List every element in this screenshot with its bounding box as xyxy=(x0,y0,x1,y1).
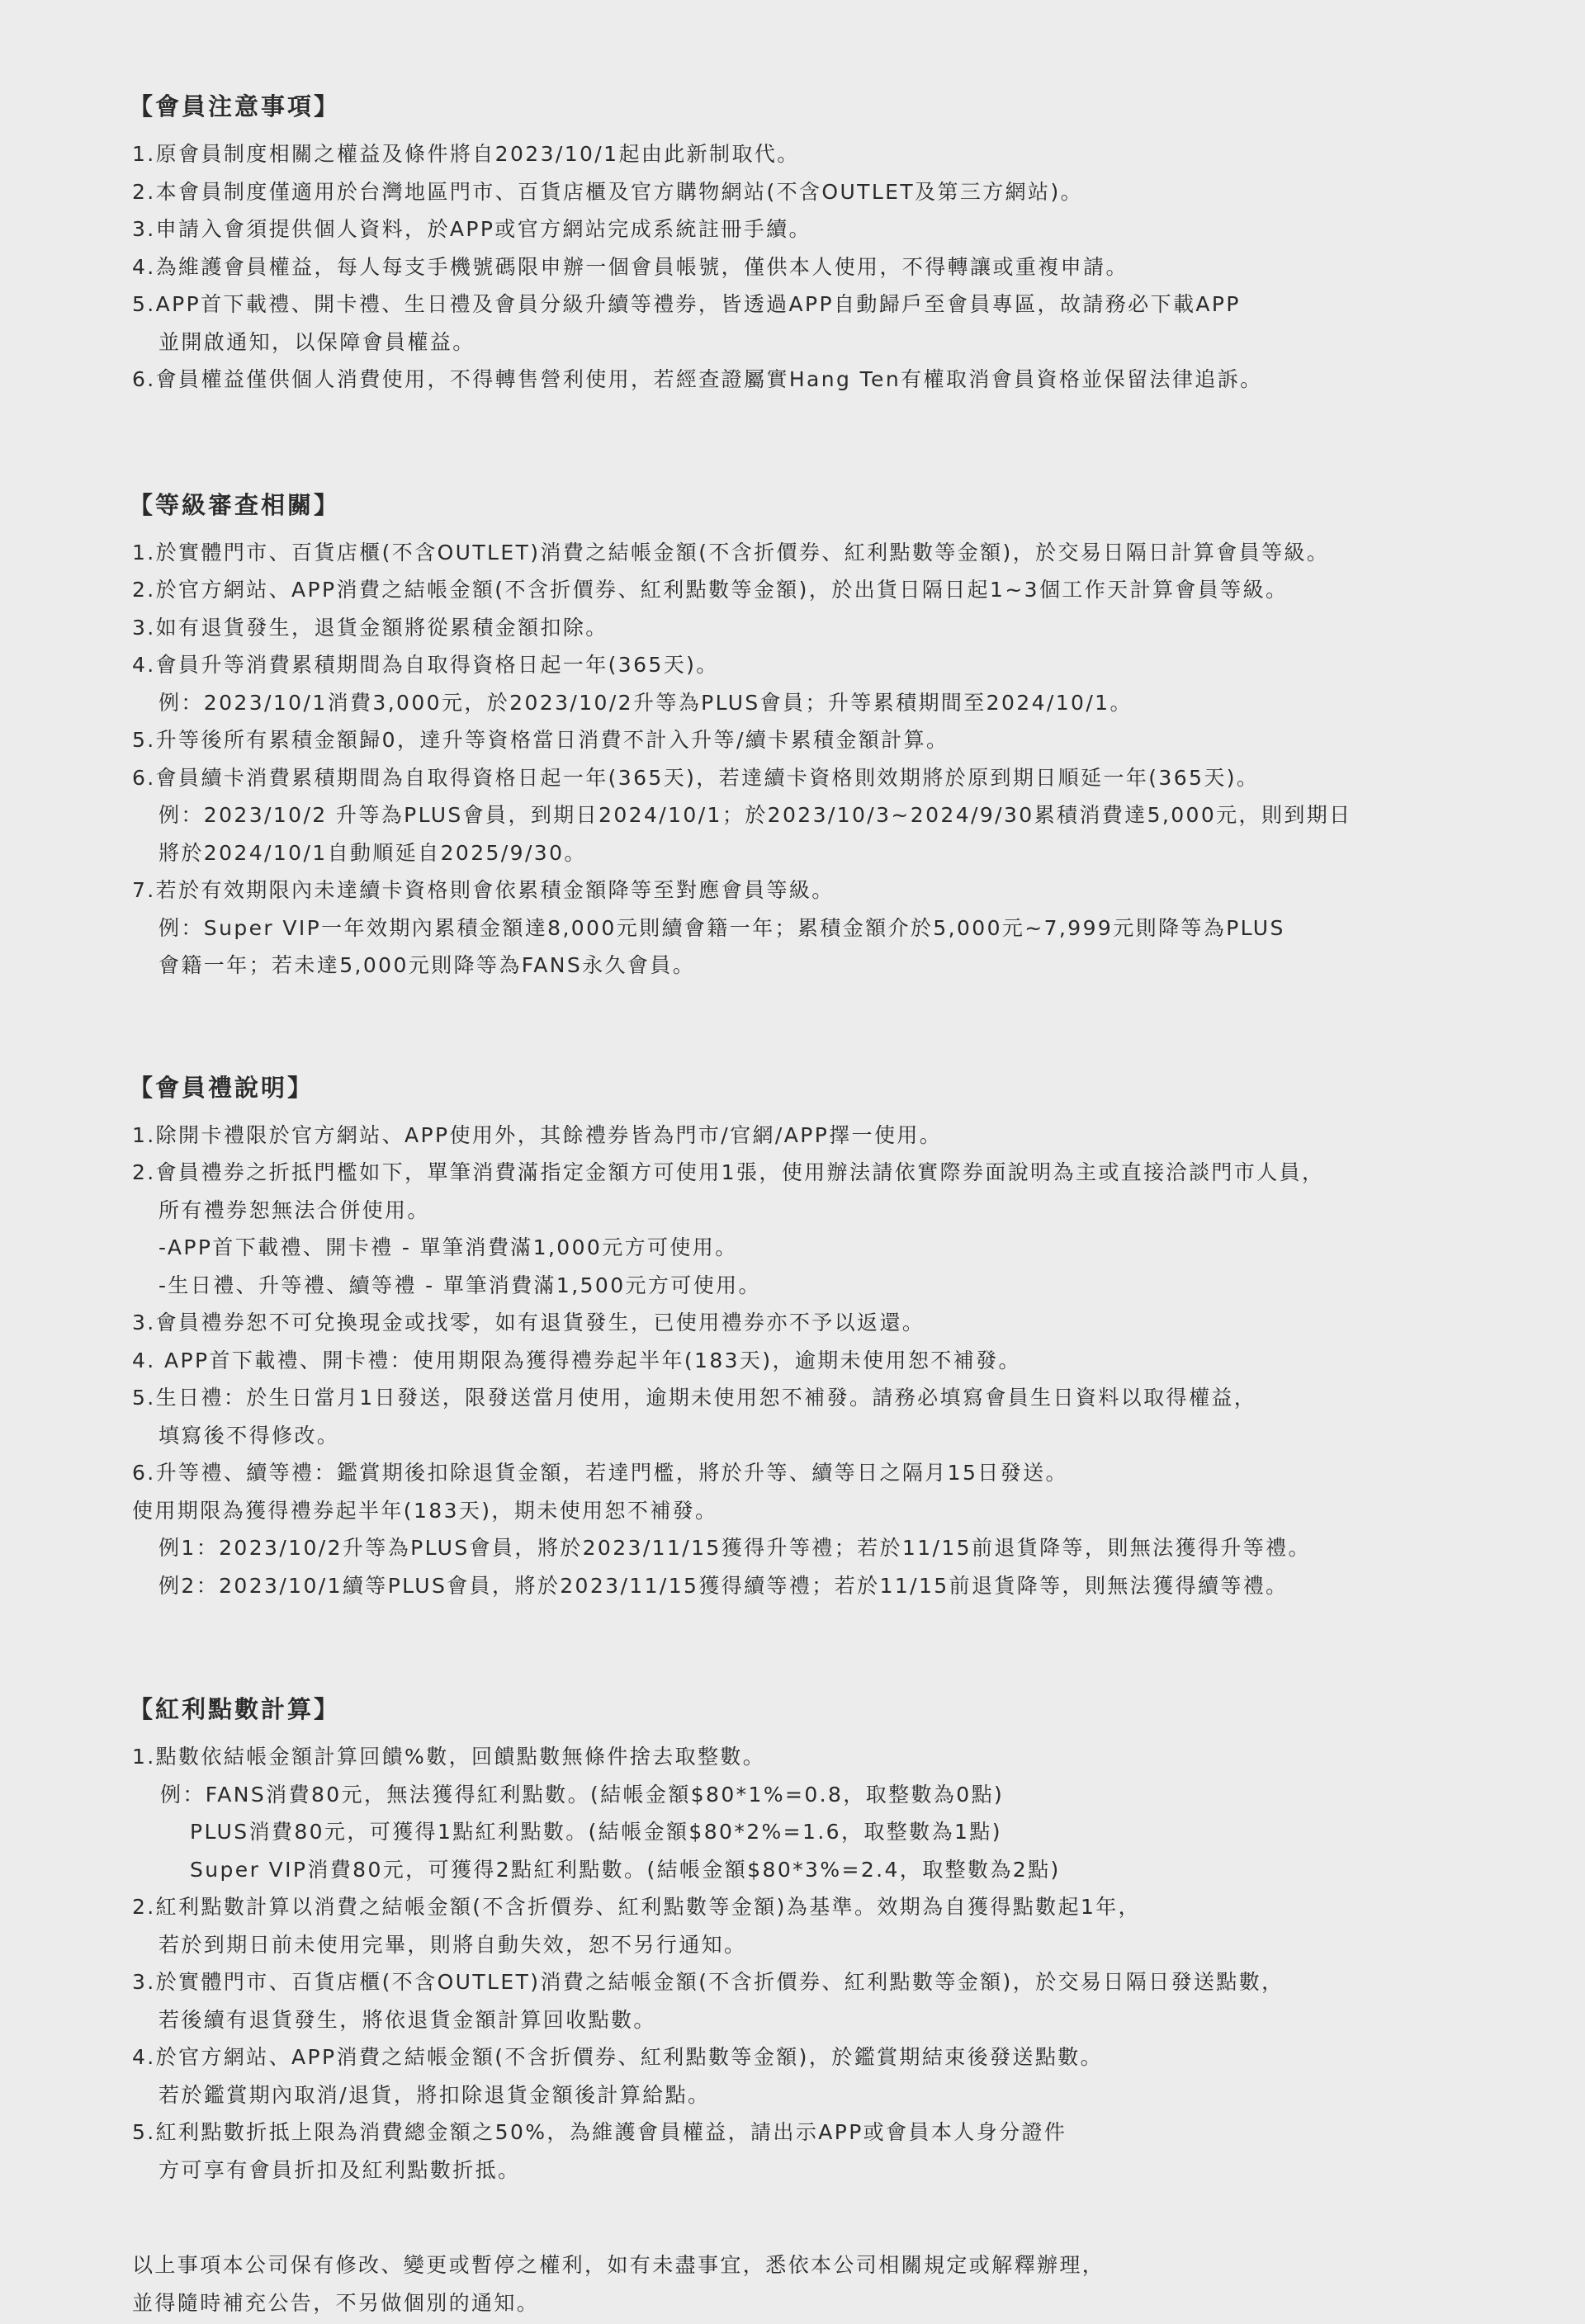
example-line: Super VIP消費80元，可獲得2點紅利點數。(結帳金額$80*3%=2.4，取整數為2點) xyxy=(190,1857,1061,1882)
list-item: 1.原會員制度相關之權益及條件將自2023/10/1起由此新制取代。 xyxy=(132,142,800,166)
list-item: 3.如有退貨發生，退貨金額將從累積金額扣除。 xyxy=(132,615,608,640)
footer-line: 並得隨時補充公告，不另做個別的通知。 xyxy=(132,2290,540,2315)
example-line: PLUS消費80元，可獲得1點紅利點數。(結帳金額$80*2%=1.6，取整數為1點) xyxy=(190,1820,1002,1844)
list-item: 2.於官方網站、APP消費之結帳金額(不含折價券、紅利點數等金額)，於出貨日隔日起1~3個工作天計算會員等級。 xyxy=(132,578,1289,602)
example-line: 例2：2023/10/1續等PLUS會員，將於2023/11/15獲得續等禮；若於11/15前退貨降等，則無法獲得續等禮。 xyxy=(158,1573,1289,1598)
sub-item: -APP首下載禮、開卡禮 - 單筆消費滿1,000元方可使用。 xyxy=(158,1235,738,1259)
list-item: 5.APP首下載禮、開卡禮、生日禮及會員分級升續等禮券，皆透過APP自動歸戶至會員專區，故請務必下載APP xyxy=(132,292,1241,316)
list-item: 4.會員升等消費累積期間為自取得資格日起一年(365天)。 xyxy=(132,653,719,677)
list-item: 5.紅利點數折抵上限為消費總金額之50%，為維護會員權益，請出示APP或會員本人身分證件 xyxy=(132,2120,1067,2144)
sub-item: -生日禮、升等禮、續等禮 - 單筆消費滿1,500元方可使用。 xyxy=(158,1273,761,1297)
example-line: 例：2023/10/2 升等為PLUS會員，到期日2024/10/1；於2023/10/3~2024/9/30累積消費達5,000元，則到期日 xyxy=(158,803,1352,827)
list-item: 4.為維護會員權益，每人每支手機號碼限申辦一個會員帳號，僅供本人使用，不得轉讓或重複申請。 xyxy=(132,254,1128,279)
list-item: 7.若於有效期限內未達續卡資格則會依累積金額降等至對應會員等級。 xyxy=(132,878,835,902)
section-title: 【會員禮說明】 xyxy=(129,1073,315,1102)
list-item-continuation: 並開啟通知，以保障會員權益。 xyxy=(158,329,476,354)
spacer xyxy=(0,985,1585,1064)
list-item: 4. APP首下載禮、開卡禮：使用期限為獲得禮券起半年(183天)，逾期未使用恕不補發。 xyxy=(132,1348,1021,1372)
list-item: 5.生日禮：於生日當月1日發送，限發送當月使用，逾期未使用恕不補發。請務必填寫會員生日資料以取得權益， xyxy=(132,1386,1257,1410)
list-item-continuation: 填寫後不得修改。 xyxy=(158,1423,340,1448)
section-member-notes xyxy=(129,83,1486,399)
section-title: 【會員注意事項】 xyxy=(129,92,341,120)
list-item: 3.於實體門市、百貨店櫃(不含OUTLET)消費之結帳金額(不含折價券、紅利點數等金額)，於交易日隔日發送點數， xyxy=(132,1970,1285,1994)
list-item: 3.會員禮券恕不可兌換現金或找零，如有退貨發生，已使用禮券亦不予以返還。 xyxy=(132,1311,925,1334)
list-item: 6.會員權益僅供個人消費使用，不得轉售營利使用，若經查證屬實Hang Ten有權取消會員資格並保留法律追訴。 xyxy=(132,367,1263,391)
list-item-continuation: 方可享有會員折扣及紅利點數折抵。 xyxy=(158,2157,521,2182)
list-item-continuation: 所有禮券恕無法合併使用。 xyxy=(158,1197,430,1222)
section-bonus-points xyxy=(129,1685,1486,2189)
spacer xyxy=(0,399,1585,481)
list-item: 1.點數依結帳金額計算回饋%數，回饋點數無條件捨去取整數。 xyxy=(132,1745,766,1769)
list-item: 5.升等後所有累積金額歸0，達升等資格當日消費不計入升等/續卡累積金額計算。 xyxy=(132,728,949,752)
list-item: 1.除開卡禮限於官方網站、APP使用外，其餘禮券皆為門市/官網/APP擇一使用。 xyxy=(132,1122,943,1147)
section-member-gifts xyxy=(129,1064,1486,1605)
list-item: 3.申請入會須提供個人資料，於APP或官方網站完成系統註冊手續。 xyxy=(132,217,811,241)
list-item-continuation: 若後續有退貨發生，將依退貨金額計算回收點數。 xyxy=(158,2007,656,2032)
section-title: 【等級審查相關】 xyxy=(129,490,341,519)
section-level-review xyxy=(129,481,1486,985)
list-item: 2.紅利點數計算以消費之結帳金額(不含折價券、紅利點數等金額)為基準。效期為自獲得點數起1年， xyxy=(132,1895,1142,1919)
list-item: 6.升等禮、續等禮：鑑賞期後扣除退貨金額，若達門檻，將於升等、續等日之隔月15日發送。 xyxy=(132,1461,1068,1485)
spacer xyxy=(0,1604,1585,1685)
footer-line: 以上事項本公司保有修改、變更或暫停之權利，如有未盡事宜，悉依本公司相關規定或解釋辦理， xyxy=(132,2253,1105,2277)
list-item-continuation: 若於到期日前未使用完畢，則將自動失效，恕不另行通知。 xyxy=(158,1932,747,1957)
list-item: 2.會員禮券之折抵門檻如下，單筆消費滿指定金額方可使用1張，使用辦法請依實際券面說明為主或直接洽談門市人員， xyxy=(132,1160,1325,1184)
list-item: 2.本會員制度僅適用於台灣地區門市、百貨店櫃及官方購物網站(不含OUTLET及第三方網站)。 xyxy=(132,179,1084,204)
list-item: 1.於實體門市、百貨店櫃(不含OUTLET)消費之結帳金額(不含折價券、紅利點數等金額)，於交易日隔日計算會員等級。 xyxy=(132,540,1330,564)
example-line: 例：2023/10/1消費3,000元，於2023/10/2升等為PLUS會員；升等累積期間至2024/10/1。 xyxy=(158,690,1133,715)
example-line: 例：Super VIP一年效期內累積金額達8,000元則續會籍一年；累積金額介於5,000元~7,999元則降等為PLUS xyxy=(158,915,1285,940)
list-item: 4.於官方網站、APP消費之結帳金額(不含折價券、紅利點數等金額)，於鑑賞期結束後發送點數。 xyxy=(132,2045,1104,2069)
footer-disclaimer xyxy=(132,2246,1486,2322)
spacer xyxy=(0,2189,1585,2246)
example-line: 例1：2023/10/2升等為PLUS會員，將於2023/11/15獲得升等禮；若於11/15前退貨降等，則無法獲得升等禮。 xyxy=(158,1536,1311,1560)
list-item: 6.會員續卡消費累積期間為自取得資格日起一年(365天)，若達續卡資格則效期將於原到期日順延一年(365天)。 xyxy=(132,765,1260,790)
example-line: 例：FANS消費80元，無法獲得紅利點數。(結帳金額$80*1%=0.8，取整數為0點) xyxy=(160,1782,1005,1807)
list-item-continuation: 若於鑑賞期內取消/退貨，將扣除退貨金額後計算給點。 xyxy=(158,2082,711,2107)
example-line: 會籍一年；若未達5,000元則降等為FANS永久會員。 xyxy=(158,953,696,977)
section-title: 【紅利點數計算】 xyxy=(129,1695,341,1723)
list-item-continuation: 使用期限為獲得禮券起半年(183天)，期未使用恕不補發。 xyxy=(132,1498,718,1523)
example-line: 將於2024/10/1自動順延自2025/9/30。 xyxy=(158,840,587,865)
